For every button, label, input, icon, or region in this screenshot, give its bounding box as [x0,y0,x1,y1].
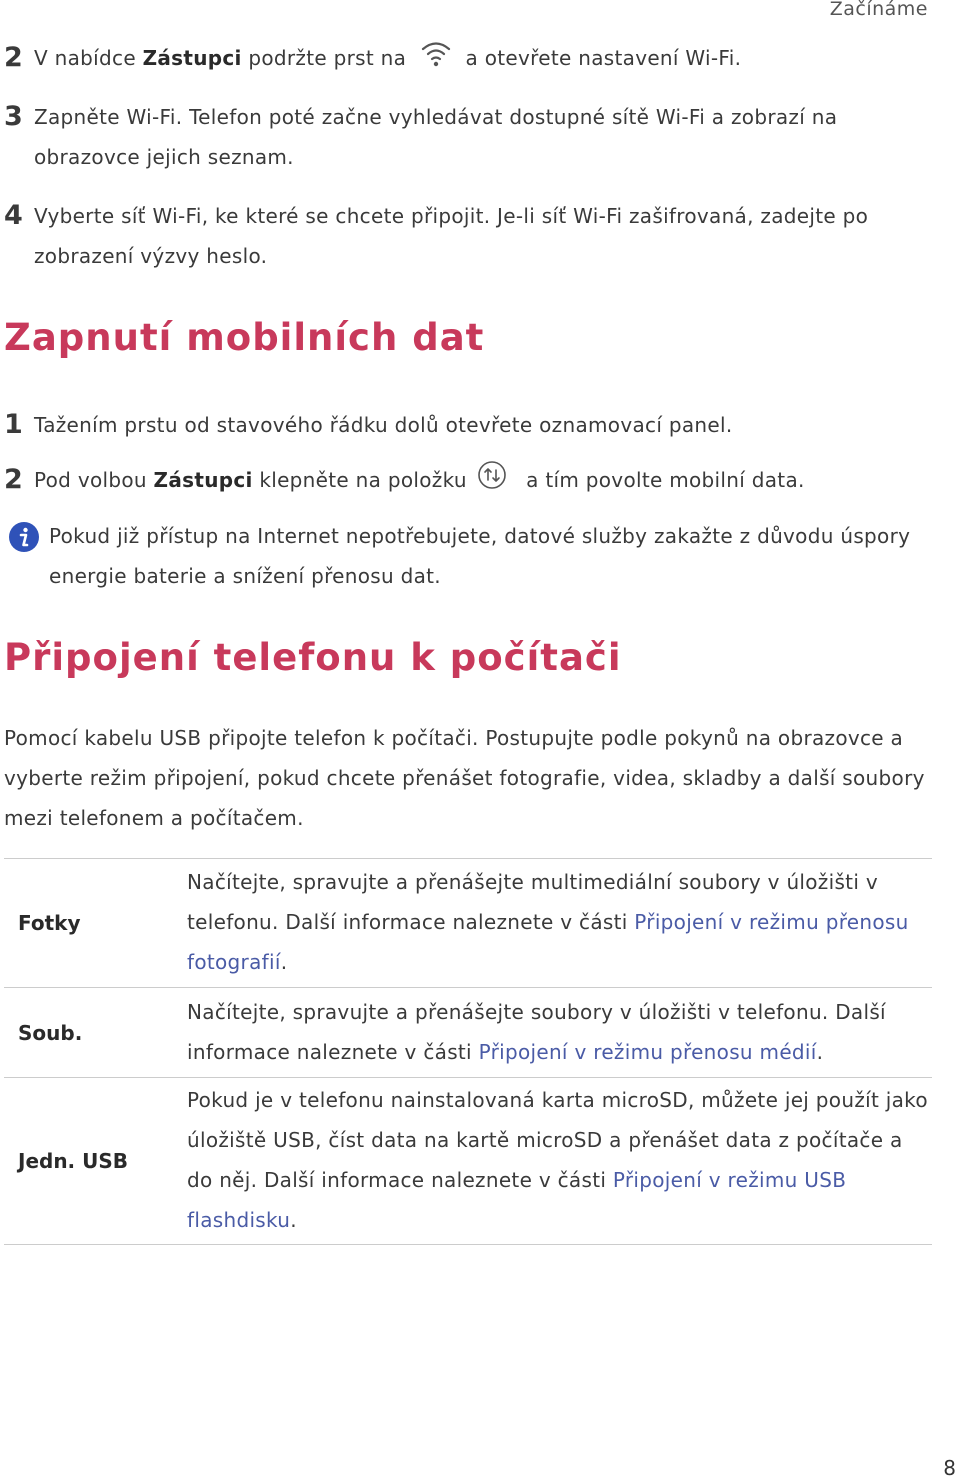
mode-text-end: . [290,1208,297,1232]
mode-label: Fotky [4,859,187,988]
info-note [4,516,934,596]
step-text-post: a otevřete nastavení Wi-Fi. [458,46,742,70]
mode-text-end: . [280,950,288,974]
step-text-pre: Pod volbou [34,468,154,492]
table-row [4,1078,932,1245]
table-row [4,859,932,988]
mobile-data-icon [477,460,507,503]
step-text: Tažením prstu od stavového řádku dolů otevřete oznamovací panel. [34,413,733,437]
wifi-step-4 [4,196,904,276]
mode-text: Načítejte, spravujte a přenášejte soubory v úložišti v telefonu. Další informace naleznete v části [187,999,886,1064]
mode-text: Načítejte, spravujte a přenášejte multimediální soubory v úložišti v telefonu. Další informace naleznete v části [187,870,878,934]
step-text-post: a tím povolte mobilní data. [519,468,805,492]
step-text: Zapněte Wi-Fi. Telefon poté začne vyhledávat dostupné sítě Wi-Fi a zobrazí na obrazovce jejich seznam. [34,105,838,169]
step-number: 3 [4,101,23,132]
shortcuts-label: Zástupci [142,46,242,70]
note-text: Pokud již přístup na Internet nepotřebujete, datové služby zakažte z důvodu úspory energie baterie a snížení přenosu dat. [49,524,911,588]
step-number: 1 [4,409,23,440]
mode-description [187,1078,932,1245]
step-text-mid: klepněte na položku [252,468,474,492]
connection-modes-table [4,858,932,1245]
mode-description [187,988,932,1078]
table-row [4,988,932,1078]
mode-label: Jedn. USB [4,1078,187,1245]
wifi-step-2 [4,38,904,81]
usb-flashdisk-link[interactable]: Připojení v režimu USB flashdisku [187,1168,847,1232]
step-text: Vyberte síť Wi-Fi, ke které se chcete připojit. Je-li síť Wi-Fi zašifrovaná, zadejte po zobrazení výzvy heslo. [34,204,869,268]
mode-label: Soub. [4,988,187,1078]
step-number: 4 [4,200,23,231]
wifi-step-3 [4,97,904,177]
mobile-data-step-2 [4,460,904,503]
mode-text: Pokud je v telefonu nainstalovaná karta microSD, můžete jej použít jako úložiště USB, číst data na kartě microSD a přenášet data z počítače a do něj. Další informace naleznete v části [187,1088,928,1192]
page-number: 8 [943,1456,956,1480]
wifi-icon [419,38,453,81]
photo-transfer-link[interactable]: Připojení v režimu přenosu fotografií [187,910,909,974]
pc-connect-heading: Připojení telefonu k počítači [4,636,622,679]
step-text-mid: podržte prst na [241,46,413,70]
step-text-pre: V nabídce [34,46,143,70]
media-transfer-link[interactable]: Připojení v režimu přenosu médií [478,1039,817,1064]
info-icon [8,521,40,553]
section-header: Začínáme [829,0,928,20]
pc-connect-intro: Pomocí kabelu USB připojte telefon k počítači. Postupujte podle pokynů na obrazovce a vyberte režim připojení, pokud chcete přenášet fotografie, videa, skladby a další soubory mezi telefonem a počítačem. [4,726,925,830]
step-number: 2 [4,42,23,73]
mobile-data-heading: Zapnutí mobilních dat [4,316,485,359]
shortcuts-label: Zástupci [153,468,253,492]
step-number: 2 [4,464,23,495]
mode-description [187,859,932,988]
mobile-data-step-1 [4,405,904,445]
mode-text-end: . [816,1039,824,1064]
